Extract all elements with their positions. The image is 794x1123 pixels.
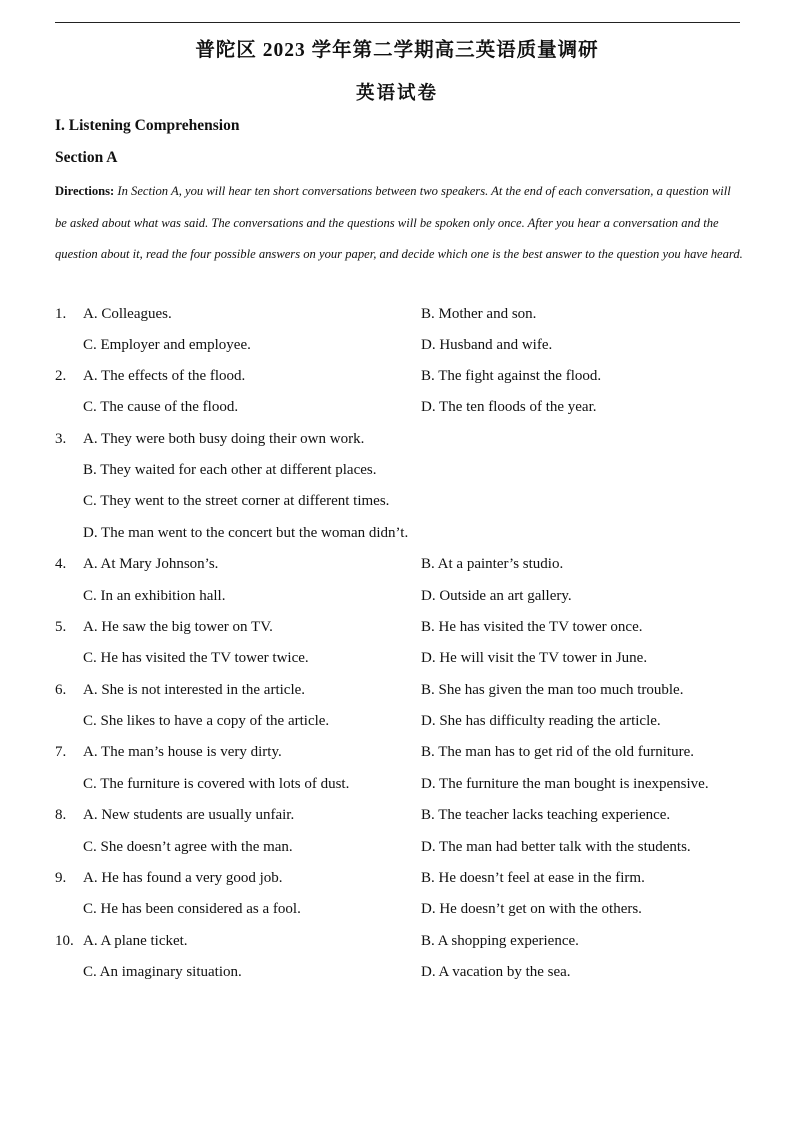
option-a: A. Colleagues.	[83, 306, 172, 322]
option-d: D. Outside an art gallery.	[421, 588, 572, 604]
option-a: A. The effects of the flood.	[83, 368, 246, 384]
option-a: A. The man’s house is very dirty.	[83, 744, 282, 760]
option-a: A. He saw the big tower on TV.	[83, 619, 273, 635]
option-d: D. He doesn’t get on with the others.	[421, 901, 642, 917]
question-number: 5.	[55, 619, 67, 635]
option-d: D. He will visit the TV tower in June.	[421, 650, 648, 666]
option-a: A. A plane ticket.	[83, 933, 188, 949]
directions	[55, 176, 743, 271]
option-d: D. The man had better talk with the students.	[421, 839, 691, 855]
top-rule	[55, 22, 740, 23]
part-heading: I. Listening Comprehension	[55, 117, 240, 134]
option-a: A. They were both busy doing their own work.	[83, 431, 365, 447]
option-d: D. A vacation by the sea.	[421, 964, 571, 980]
question-number: 10.	[55, 933, 74, 949]
option-b: B. Mother and son.	[421, 306, 537, 322]
question-number: 8.	[55, 807, 67, 823]
option-c: C. He has visited the TV tower twice.	[83, 650, 309, 666]
page-title: 普陀区 2023 学年第二学期高三英语质量调研	[195, 40, 599, 61]
option-c: C. Employer and employee.	[83, 337, 251, 353]
directions-label: Directions:	[55, 184, 115, 198]
option-b: B. He has visited the TV tower once.	[421, 619, 643, 635]
option-b: B. She has given the man too much trouble.	[421, 682, 684, 698]
option-c: C. The cause of the flood.	[83, 399, 239, 415]
option-b: B. They waited for each other at different places.	[83, 462, 377, 478]
option-c: C. They went to the street corner at different times.	[83, 493, 390, 509]
option-c: C. The furniture is covered with lots of dust.	[83, 776, 350, 792]
option-a: A. At Mary Johnson’s.	[83, 556, 219, 572]
directions-text: In Section A, you will hear ten short conversations between two speakers. At the end of each conversation, a question will be asked about what was said. The conversations and the questions will be spoken only once. After you hear a conversation and the question about it, read the four possible answers on your paper, and decide which one is the best answer to the question you have heard.	[55, 184, 743, 261]
question-number: 9.	[55, 870, 67, 886]
option-b: B. The man has to get rid of the old furniture.	[421, 744, 694, 760]
option-c: C. An imaginary situation.	[83, 964, 242, 980]
option-c: C. She likes to have a copy of the article.	[83, 713, 330, 729]
option-c: C. She doesn’t agree with the man.	[83, 839, 293, 855]
question-number: 6.	[55, 682, 67, 698]
option-a: A. New students are usually unfair.	[83, 807, 295, 823]
question-number: 7.	[55, 744, 67, 760]
option-b: B. The fight against the flood.	[421, 368, 602, 384]
page-subtitle: 英语试卷	[355, 84, 438, 104]
option-d: D. Husband and wife.	[421, 337, 553, 353]
option-c: C. In an exhibition hall.	[83, 588, 226, 604]
question-number: 1.	[55, 306, 67, 322]
option-b: B. At a painter’s studio.	[421, 556, 564, 572]
option-b: B. He doesn’t feel at ease in the firm.	[421, 870, 645, 886]
question-number: 2.	[55, 368, 67, 384]
option-d: D. She has difficulty reading the article.	[421, 713, 661, 729]
option-a: A. She is not interested in the article.	[83, 682, 306, 698]
option-d: D. The furniture the man bought is inexpensive.	[421, 776, 709, 792]
section-heading: Section A	[55, 149, 118, 166]
question-number: 3.	[55, 431, 67, 447]
option-d: D. The ten floods of the year.	[421, 399, 597, 415]
option-d: D. The man went to the concert but the woman didn’t.	[83, 525, 409, 541]
question-number: 4.	[55, 556, 67, 572]
option-c: C. He has been considered as a fool.	[83, 901, 301, 917]
option-b: B. A shopping experience.	[421, 933, 579, 949]
option-a: A. He has found a very good job.	[83, 870, 283, 886]
option-b: B. The teacher lacks teaching experience.	[421, 807, 671, 823]
